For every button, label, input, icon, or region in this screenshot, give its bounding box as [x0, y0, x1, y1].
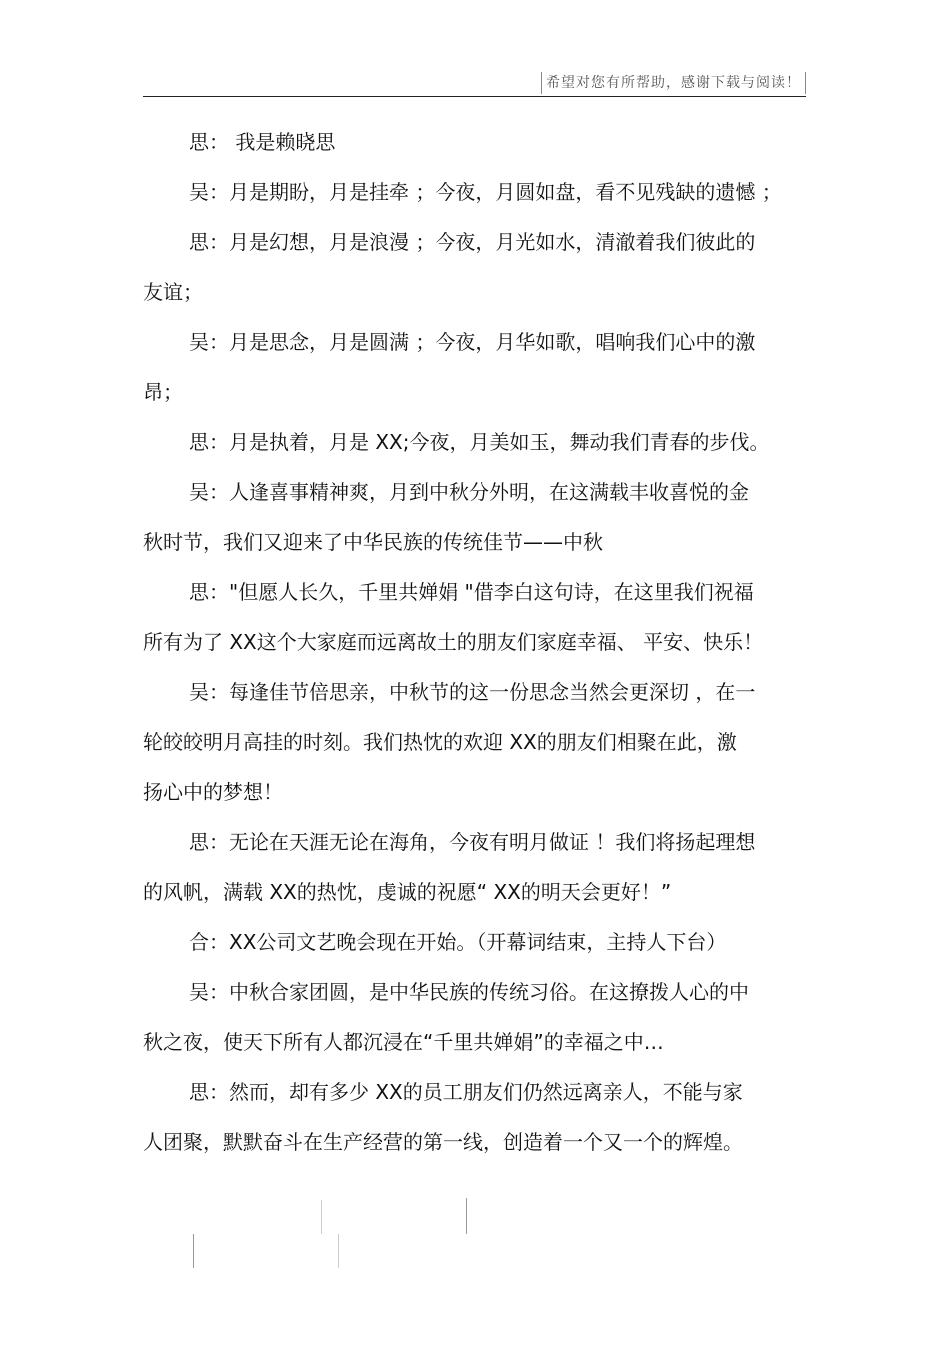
- decorative-line: [338, 1234, 339, 1268]
- paragraph-line: 思：月是幻想，月是浪漫 ；今夜，月光如水，清澈着我们彼此的: [189, 230, 756, 254]
- paragraph-line: 轮皎皎明月高挂的时刻。我们热忱的欢迎 XX的朋友们相聚在此，激: [143, 730, 737, 754]
- paragraph-line: 吴：每逢佳节倍思亲，中秋节的这一份思念当然会更深切 ，在一: [189, 680, 756, 704]
- paragraph-line: 思："但愿人长久，千里共婵娟 "借李白这句诗，在这里我们祝福: [189, 580, 754, 604]
- paragraph-line: 吴：中秋合家团圆，是中华民族的传统习俗。在这撩拨人心的中: [189, 980, 749, 1004]
- paragraph-line: 合：XX公司文艺晚会现在开始。（开幕词结束，主持人下台）: [189, 930, 727, 954]
- paragraph-line: 思：无论在天涯无论在海角，今夜有明月做证 ！我们将扬起理想: [189, 830, 756, 854]
- paragraph-line: 思：月是执着，月是 XX;今夜，月美如玉，舞动我们青春的步伐。: [189, 430, 770, 454]
- decorative-line: [193, 1234, 194, 1268]
- header-note: 希望对您有所帮助，感谢下载与阅读！: [541, 72, 806, 94]
- paragraph-line: 思： 我是赖晓思: [189, 130, 336, 154]
- paragraph-line: 吴：月是期盼，月是挂牵 ；今夜，月圆如盘，看不见残缺的遗憾 ；: [189, 180, 782, 204]
- paragraph-line: 昂；: [143, 380, 183, 404]
- document-body: [143, 117, 806, 1167]
- paragraph-line: 秋时节，我们又迎来了中华民族的传统佳节——中秋: [143, 530, 603, 554]
- paragraph-line: 所有为了 XX这个大家庭而远离故土的朋友们家庭幸福、 平安、快乐！: [143, 630, 764, 654]
- paragraph-line: 吴：人逢喜事精神爽，月到中秋分外明，在这满载丰收喜悦的金: [189, 480, 749, 504]
- paragraph-line: 秋之夜，使天下所有人都沉浸在“千里共婵娟”的幸福之中…: [143, 1030, 664, 1054]
- paragraph-line: 友谊；: [143, 280, 203, 304]
- paragraph-line: 吴：月是思念，月是圆满 ；今夜，月华如歌，唱响我们心中的激: [189, 330, 756, 354]
- decorative-line: [466, 1198, 467, 1234]
- paragraph-line: 人团聚，默默奋斗在生产经营的第一线，创造着一个又一个的辉煌。: [143, 1130, 743, 1154]
- paragraph-line: 思：然而，却有多少 XX的员工朋友们仍然远离亲人，不能与家: [189, 1080, 743, 1104]
- paragraph-line: 扬心中的梦想！: [143, 780, 283, 804]
- decorative-line: [321, 1200, 322, 1234]
- header-rule: [143, 96, 806, 97]
- paragraph-line: 的风帆，满载 XX的热忱，虔诚的祝愿“ XX的明天会更好！”: [143, 880, 672, 904]
